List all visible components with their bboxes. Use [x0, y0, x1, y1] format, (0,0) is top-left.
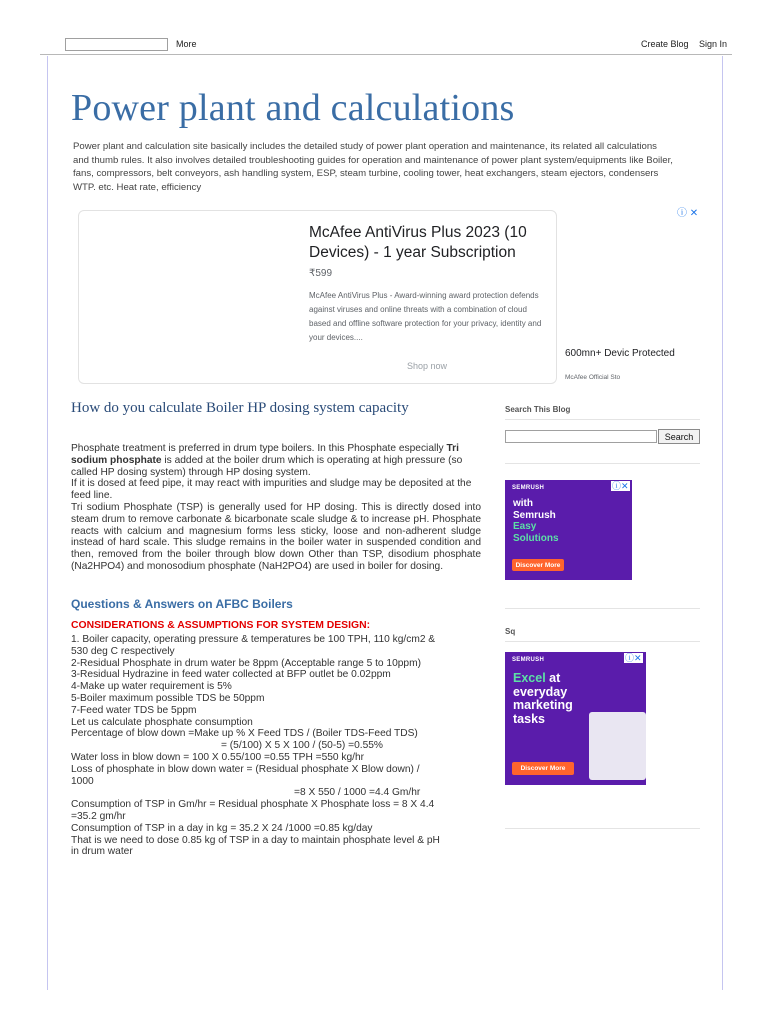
calc-line: 7-Feed water TDS be 5ppm: [71, 704, 197, 716]
calc-line: 3-Residual Hydrazine in feed water collected at BFP outlet be 0.02ppm: [71, 669, 391, 681]
page-frame-right-border: [722, 56, 723, 990]
semrush-ad-2-cta[interactable]: Discover More: [512, 762, 574, 775]
ad2-line3: marketing: [513, 698, 573, 712]
semrush-ad-1[interactable]: [505, 480, 632, 580]
post-paragraph-1: [71, 443, 481, 478]
sidebar-sq-heading: Sq: [505, 627, 516, 636]
ad2-line2: everyday: [513, 684, 568, 699]
calc-line: That is we need to dose 0.85 kg of TSP in a day to maintain phosphate level & pH: [71, 834, 440, 846]
ad-title[interactable]: McAfee AntiVirus Plus 2023 (10 Devices) - 1 year Subscription: [309, 224, 527, 261]
semrush-logo: SEMRUSH: [512, 485, 545, 491]
sidebar-search-input[interactable]: [505, 430, 657, 443]
ad-side-title[interactable]: 600mn+ Devic Protected: [565, 348, 675, 359]
page-frame-left-border: [47, 56, 48, 990]
post-paragraph-3: Tri sodium Phosphate (TSP) is generally used for HP dosing. This is directly dosed into steam drum to remove carbonate & bicarbonate scale sludge & to increase pH. Phosphate reacts with calcium and magnesium forms less sticky, loose and non-adherent sludge instead of hard scale. This sludge remains in the boiler water in suspended condition and then, removed from the boiler through blow down Other than TSP, disodium phosphate (Na2HPO4) and monosodium phosphate (NaH2PO4) are used in boiler for dosing.: [71, 502, 481, 572]
post-paragraph-2: If it is dosed at feed pipe, it may react with impurities and sludge may be deposited at the feed line.: [71, 478, 472, 501]
ad-description: McAfee AntiVirus Plus - Award-winning award protection defends against viruses and online threats with a combination of cloud based and offline software protection for your privacy, identity and your devices....: [309, 291, 542, 342]
semrush-ad-2-copy: [513, 672, 573, 726]
navbar: [0, 0, 768, 56]
calc-line: Consumption of TSP in Gm/hr = Residual phosphate X Phosphate loss = 8 X 4.4: [71, 799, 435, 811]
semrush-ad-1-cta[interactable]: Discover More: [512, 559, 564, 571]
calc-line: Percentage of blow down =Make up % X Feed TDS / (Boiler TDS-Feed TDS): [71, 728, 418, 740]
ad-close-icon[interactable]: ⓘ✕: [612, 481, 629, 491]
calc-line: = (5/100) X 5 X 100 / (50-5) =0.55%: [221, 740, 383, 752]
considerations-heading: CONSIDERATIONS & ASSUMPTIONS FOR SYSTEM DESIGN:: [71, 620, 371, 631]
navbar-search-input[interactable]: [65, 38, 168, 51]
sidebar-divider: [505, 828, 700, 829]
para1-bold: Tri sodium phosphate: [71, 443, 459, 466]
calc-line: =35.2 gm/hr: [71, 810, 126, 822]
ad-side-subtitle: McAfee Official Sto: [565, 374, 621, 381]
calc-line: 2-Residual Phosphate in drum water be 8ppm (Acceptable range 5 to 10ppm): [71, 657, 421, 669]
semrush-logo: SEMRUSH: [512, 657, 545, 663]
post-title[interactable]: How do you calculate Boiler HP dosing system capacity: [71, 400, 409, 416]
sidebar-divider: [505, 608, 700, 609]
blog-title[interactable]: Power plant and calculations: [71, 87, 515, 129]
ad-close-icon[interactable]: ⓘ✕: [625, 653, 642, 663]
calc-line: Loss of phosphate in blow down water = (Residual phosphate X Blow down) /: [71, 763, 420, 775]
ad-shop-now-button[interactable]: Shop now: [407, 361, 448, 371]
calc-line: 4-Make up water requirement is 5%: [71, 681, 232, 693]
sidebar-divider: [505, 463, 700, 464]
semrush-ad-2[interactable]: [505, 652, 646, 785]
ad1-line1: with: [513, 498, 533, 509]
ad2-line1: Excel: [513, 671, 546, 685]
sidebar-search-button[interactable]: Search: [658, 429, 700, 444]
calculation-block: [71, 634, 491, 858]
ad2-line1b: at: [545, 671, 561, 685]
create-blog-link[interactable]: Create Blog: [641, 39, 689, 49]
ad1-line4: Solutions: [513, 532, 559, 544]
para1-suffix: is added at the boiler drum which is operating at high pressure (so called HP dosing system) through HP dosing system.: [71, 454, 463, 478]
sidebar-search-heading: Search This Blog: [505, 405, 571, 414]
more-link[interactable]: More: [176, 39, 197, 49]
qa-afbc-boilers-link[interactable]: Questions & Answers on AFBC Boilers: [71, 597, 293, 611]
ad1-line3: Easy: [513, 521, 537, 532]
semrush-ad-2-photo: [589, 712, 646, 780]
sign-in-link[interactable]: Sign In: [699, 39, 728, 49]
ad-product-image[interactable]: [99, 229, 289, 367]
ad2-line4: tasks: [513, 711, 545, 726]
navbar-divider: [40, 54, 732, 55]
calc-line: 1000: [71, 775, 94, 787]
calc-line: 530 deg C respectively: [71, 645, 175, 657]
calc-line: 5-Boiler maximum possible TDS be 50ppm: [71, 692, 265, 704]
sidebar-divider: [505, 419, 700, 420]
calc-line: Water loss in blow down = 100 X 0.55/100 =0.55 TPH =550 kg/hr: [71, 751, 365, 763]
calc-line: in drum water: [71, 846, 133, 858]
ad1-line2: Semrush: [513, 509, 556, 521]
semrush-ad-1-copy: [513, 498, 559, 544]
adchoices-icon[interactable]: ⓘ ✕: [677, 208, 699, 219]
calc-line: Consumption of TSP in a day in kg = 35.2 X 24 /1000 =0.85 kg/day: [71, 822, 373, 834]
blog-description: Power plant and calculation site basically includes the detailed study of power plant operation and maintenance, its related all calculations and thumb rules. It also involves detailed troubleshooting guides for operation and maintenance of power plant system/equipments like Boiler, fans, compressors, belt conveyors, ash handling system, ESP, steam turbine, cooling tower, heat exchangers, steam ejectors, condensers WTP. etc. Heat rate, efficiency: [73, 141, 673, 193]
calc-line: Let us calculate phosphate consumption: [71, 716, 253, 728]
sidebar-divider: [505, 641, 700, 642]
para1-prefix: Phosphate treatment is preferred in drum type boilers. In this Phosphate especially: [71, 443, 447, 454]
ad-price: ₹599: [309, 268, 333, 279]
calc-line: 1. Boiler capacity, operating pressure & temperatures be 100 TPH, 110 kg/cm2 &: [71, 634, 436, 645]
calc-line: =8 X 550 / 1000 =4.4 Gm/hr: [294, 787, 421, 799]
